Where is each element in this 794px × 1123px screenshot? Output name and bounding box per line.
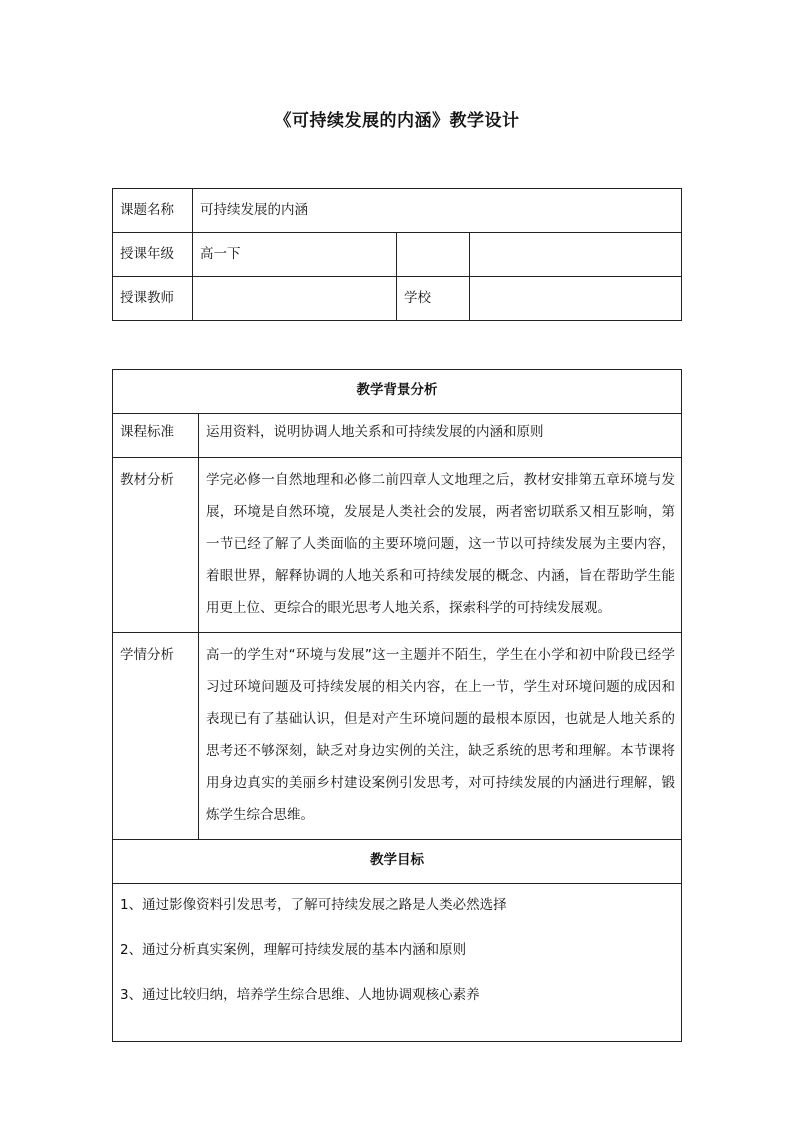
course-row [113,189,682,233]
grade-label: 授课年级 [113,233,193,277]
school-value [470,277,682,321]
teacher-row [113,277,682,321]
material-row [113,458,682,633]
student-row [113,633,682,840]
goals-list [113,884,682,1042]
page-title: 《可持续发展的内涵》教学设计 [274,111,520,131]
material-label: 教材分析 [113,458,199,633]
school-label: 学校 [397,277,470,321]
teacher-value [193,277,397,321]
course-name-value: 可持续发展的内涵 [193,189,682,233]
background-heading: 教学背景分析 [113,370,682,414]
background-heading-row [113,370,682,414]
grade-value: 高一下 [193,233,397,277]
goals-heading-row [113,840,682,884]
teacher-label: 授课教师 [113,277,193,321]
standard-text: 运用资料，说明协调人地关系和可持续发展的内涵和原则 [199,414,682,458]
empty-cell [397,233,470,277]
goal-item: 3、通过比较归纳，培养学生综合思维、人地协调观核心素养 [120,987,480,1003]
course-name-label: 课题名称 [113,189,193,233]
empty-cell [470,233,682,277]
standard-row [113,414,682,458]
student-label: 学情分析 [113,633,199,840]
standard-label: 课程标准 [113,414,199,458]
course-info-table [112,188,682,321]
goal-item: 1、通过影像资料引发思考，了解可持续发展之路是人类必然选择 [120,897,507,913]
grade-row [113,233,682,277]
student-text: 高一的学生对“环境与发展”这一主题并不陌生，学生在小学和初中阶段已经学习过环境问题及可持续发展的相关内容，在上一节，学生对环境问题的成因和表现已有了基础认识，但是对产生环境问题的最根本原因，也就是人地关系的思考还不够深刻，缺乏对身边实例的关注，缺乏系统的思考和理解。本节课将用身边真实的美丽乡村建设案例引发思考，对可持续发展的内涵进行理解，锻炼学生综合思维。 [199,633,682,840]
teaching-analysis-table [112,369,682,1042]
material-text: 学完必修一自然地理和必修二前四章人文地理之后，教材安排第五章环境与发展，环境是自然环境，发展是人类社会的发展，两者密切联系又相互影响，第一节已经了解了人类面临的主要环境问题，这一节以可持续发展为主要内容，着眼世界，解释协调的人地关系和可持续发展的概念、内涵，旨在帮助学生能用更上位、更综合的眼光思考人地关系，探索科学的可持续发展观。 [199,458,682,633]
goals-heading: 教学目标 [113,840,682,884]
goal-item: 2、通过分析真实案例，理解可持续发展的基本内涵和原则 [120,942,467,958]
goals-row [113,884,682,1042]
